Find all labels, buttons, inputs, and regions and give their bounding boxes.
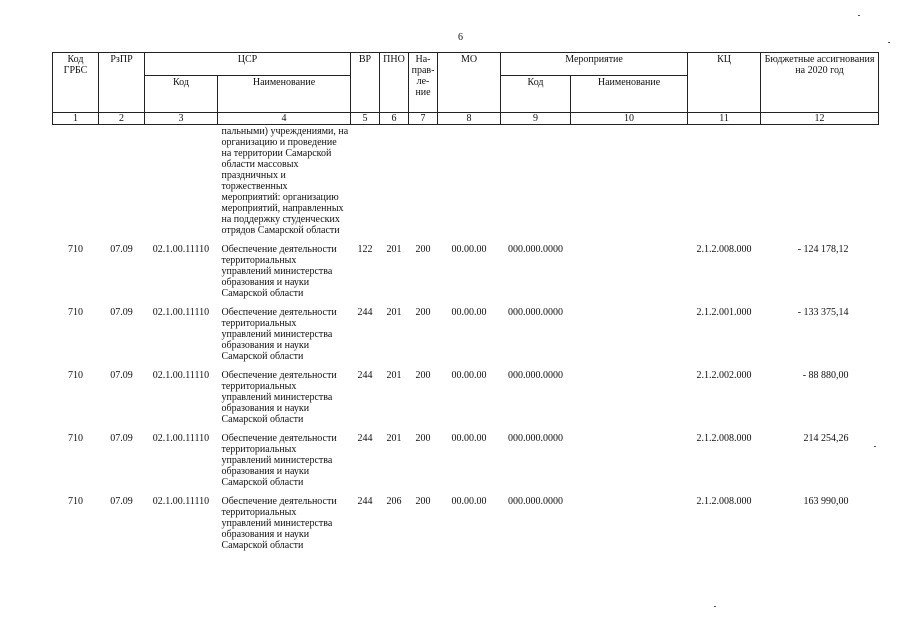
row-kc: 2.1.2.008.000 <box>696 244 752 255</box>
row-kc: 2.1.2.002.000 <box>696 370 752 381</box>
row-grbs: 710 <box>68 433 83 444</box>
header-pno: ПНО <box>380 53 409 113</box>
row-amount: - 124 178,12 <box>797 244 849 255</box>
row-vr: 244 <box>357 433 373 444</box>
row-napr: 200 <box>415 307 431 318</box>
row-name: Обеспечение деятельности территориальных управлений министерства образования и науки Самарской области <box>221 496 337 551</box>
row-mer-name <box>571 299 688 362</box>
column-number: 6 <box>380 113 409 125</box>
row-grbs: 710 <box>68 307 83 318</box>
row-rzpr: 07.09 <box>110 244 133 255</box>
row-name: Обеспечение деятельности территориальных управлений министерства образования и науки Самарской области <box>221 433 337 488</box>
column-number: 7 <box>409 113 438 125</box>
column-number: 2 <box>99 113 145 125</box>
table-row <box>53 236 879 299</box>
row-csr-kod: 02.1.00.11110 <box>152 433 210 444</box>
row-mer-name <box>571 236 688 299</box>
row-mer-kod: 000.000.0000 <box>508 496 564 507</box>
row-mer-kod: 000.000.0000 <box>508 307 564 318</box>
row-mo: 00.00.00 <box>451 370 487 381</box>
table-body <box>53 125 879 552</box>
table-row <box>53 299 879 362</box>
row-name: Обеспечение деятельности территориальных управлений министерства образования и науки Самарской области <box>221 244 337 299</box>
scan-speck <box>714 606 716 607</box>
row-mo: 00.00.00 <box>451 496 487 507</box>
column-number: 9 <box>501 113 571 125</box>
header-csr-name: Наименование <box>218 76 351 113</box>
column-number: 8 <box>438 113 501 125</box>
row-name: пальными) учреждениями, на организацию и проведение на территории Самарской области массовых праздничных и торжественных мероприятий: организацию мероприятий, направленных на поддержку студенческих отрядов Самарской области <box>221 126 349 236</box>
header-mer-name: Наименование <box>571 76 688 113</box>
row-mer-kod: 000.000.0000 <box>508 370 564 381</box>
header-csr: ЦСР <box>145 53 351 76</box>
column-number: 4 <box>218 113 351 125</box>
row-mo: 00.00.00 <box>451 433 487 444</box>
row-pno: 201 <box>386 370 402 381</box>
column-number: 5 <box>351 113 380 125</box>
row-csr-kod: 02.1.00.11110 <box>152 244 210 255</box>
row-csr-kod: 02.1.00.11110 <box>152 307 210 318</box>
table-row <box>53 425 879 488</box>
row-pno: 201 <box>386 433 402 444</box>
row-pno: 201 <box>386 244 402 255</box>
row-vr: 244 <box>357 307 373 318</box>
scan-speck <box>888 42 890 43</box>
budget-table <box>52 52 879 551</box>
header-vr: ВР <box>351 53 380 113</box>
row-mo: 00.00.00 <box>451 244 487 255</box>
row-mer-name <box>571 362 688 425</box>
table-header <box>53 53 879 125</box>
header-napravlenie: На-прав-ле-ние <box>409 53 438 113</box>
column-number: 3 <box>145 113 218 125</box>
row-vr: 244 <box>357 496 373 507</box>
row-pno: 206 <box>386 496 402 507</box>
header-mo: МО <box>438 53 501 113</box>
row-mer-name <box>571 488 688 551</box>
row-rzpr: 07.09 <box>110 307 133 318</box>
row-amount: - 88 880,00 <box>802 370 849 381</box>
header-kod-grbs: Код ГРБС <box>53 53 99 113</box>
row-kc: 2.1.2.008.000 <box>696 496 752 507</box>
row-amount: 214 254,26 <box>803 433 849 444</box>
scan-speck <box>874 446 876 447</box>
column-number: 10 <box>571 113 688 125</box>
row-amount: 163 990,00 <box>803 496 849 507</box>
row-csr-kod: 02.1.00.11110 <box>152 496 210 507</box>
header-rzpr: РзПР <box>99 53 145 113</box>
row-grbs: 710 <box>68 496 83 507</box>
row-csr-kod: 02.1.00.11110 <box>152 370 210 381</box>
header-meropriyatie: Мероприятие <box>501 53 688 76</box>
row-rzpr: 07.09 <box>110 433 133 444</box>
row-grbs: 710 <box>68 244 83 255</box>
row-napr: 200 <box>415 496 431 507</box>
row-napr: 200 <box>415 433 431 444</box>
row-name: Обеспечение деятельности территориальных управлений министерства образования и науки Самарской области <box>221 370 337 425</box>
page-number: 6 <box>458 32 463 43</box>
column-number: 1 <box>53 113 99 125</box>
table-row <box>53 362 879 425</box>
header-budget: Бюджетные ассигнования на 2020 год <box>761 53 879 113</box>
row-kc: 2.1.2.001.000 <box>696 307 752 318</box>
header-kc: КЦ <box>688 53 761 113</box>
row-rzpr: 07.09 <box>110 370 133 381</box>
row-napr: 200 <box>415 244 431 255</box>
header-row-top <box>53 53 879 76</box>
row-grbs: 710 <box>68 370 83 381</box>
table-row-continuation <box>53 125 879 237</box>
row-mer-name <box>571 425 688 488</box>
row-rzpr: 07.09 <box>110 496 133 507</box>
row-mer-kod: 000.000.0000 <box>508 433 564 444</box>
column-number: 11 <box>688 113 761 125</box>
scan-speck <box>858 15 860 16</box>
header-mer-kod: Код <box>501 76 571 113</box>
column-numbers-row <box>53 113 879 125</box>
row-amount: - 133 375,14 <box>797 307 849 318</box>
row-vr: 122 <box>357 244 373 255</box>
column-number: 12 <box>761 113 879 125</box>
row-mo: 00.00.00 <box>451 307 487 318</box>
row-kc: 2.1.2.008.000 <box>696 433 752 444</box>
row-mer-kod: 000.000.0000 <box>508 244 564 255</box>
table-row <box>53 488 879 551</box>
row-napr: 200 <box>415 370 431 381</box>
row-pno: 201 <box>386 307 402 318</box>
row-name: Обеспечение деятельности территориальных управлений министерства образования и науки Самарской области <box>221 307 337 362</box>
header-csr-kod: Код <box>145 76 218 113</box>
row-vr: 244 <box>357 370 373 381</box>
